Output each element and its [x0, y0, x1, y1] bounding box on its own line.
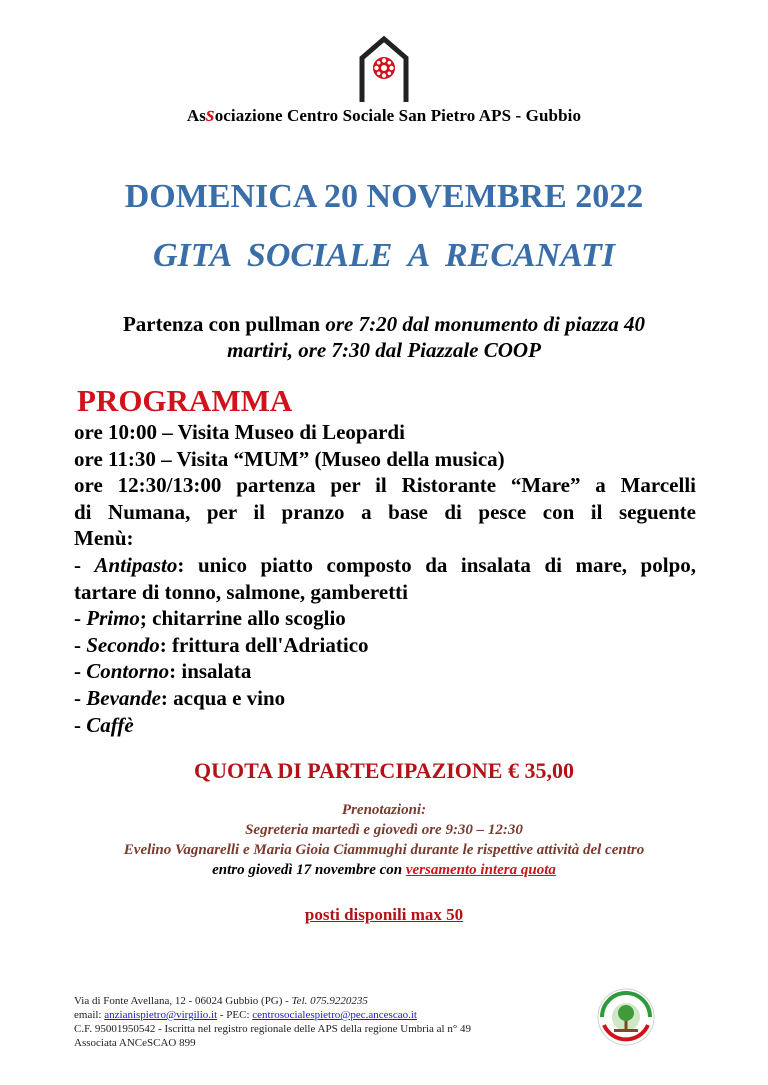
menu-item: - Caffè — [74, 712, 134, 737]
organization-s-mark: s — [206, 101, 215, 126]
programma-item: ore 12:30/13:00 partenza per il Ristorante “Mare” a Marcelli — [74, 473, 696, 498]
reservations-deadline: entro giovedì 17 novembre con versamento intera quota — [212, 862, 556, 878]
email-link[interactable]: anzianispietro@virgilio.it — [104, 1009, 218, 1021]
event-date-title: DOMENICA 20 NOVEMBRE 2022 — [124, 178, 644, 215]
organization-name: Associazione Centro Sociale San Pietro APS - Gubbio — [186, 101, 582, 126]
menu-item: - Primo; chitarrine allo scoglio — [74, 606, 346, 631]
programma-item: ore 11:30 – Visita “MUM” (Museo della musica) — [74, 446, 505, 471]
footer — [74, 994, 471, 1050]
footer-registration: C.F. 95001950542 - Iscritta nel registro regionale delle APS della regione Umbria al n° 49 — [74, 1023, 471, 1035]
programma-item: Menù: — [74, 526, 134, 551]
programma-item: di Numana, per il pranzo a base di pesce con il seguente — [74, 499, 696, 524]
menu-item: - Contorno: insalata — [74, 659, 252, 684]
pec-link[interactable]: centrosocialespietro@pec.ancescao.it — [252, 1009, 417, 1021]
menu-item: tartare di tonno, salmone, gamberetti — [74, 579, 409, 604]
available-seats: posti disponili max 50 — [304, 905, 464, 924]
association-logo — [356, 36, 412, 104]
menu-item: - Antipasto: unico piatto composto da insalata di mare, polpo, — [74, 552, 696, 577]
programma-list — [74, 419, 696, 738]
programma-heading: PROGRAMMA — [77, 383, 293, 418]
footer-contacts: email: anzianispietro@virgilio.it - PEC: centrosocialespietro@pec.ancescao.it — [74, 1009, 417, 1021]
reservations-heading: Prenotazioni: — [341, 802, 427, 818]
reservations-hours: Segreteria martedì e giovedì ore 9:30 – 12:30 — [245, 822, 523, 838]
ancescao-badge-icon — [596, 987, 656, 1047]
footer-affiliation: Associata ANCeSCAO 899 — [74, 1037, 196, 1049]
full-payment-note: versamento intera quota — [405, 862, 556, 878]
event-title: GITA SOCIALE A RECANATI — [152, 237, 616, 274]
programma-item: ore 10:00 – Visita Museo di Leopardi — [74, 420, 405, 444]
participation-fee: QUOTA DI PARTECIPAZIONE € 35,00 — [194, 758, 574, 783]
menu-item: - Bevande: acqua e vino — [74, 685, 286, 710]
departure-info: Partenza con pullman ore 7:20 dal monumento di piazza 40 martiri, ore 7:30 dal Piazzale COOP — [122, 312, 646, 362]
reservations-info — [0, 800, 768, 880]
reservations-contacts: Evelino Vagnarelli e Maria Gioia Ciammughi durante le rispettive attività del centro — [123, 842, 645, 858]
footer-address: Via di Fonte Avellana, 12 - 06024 Gubbio (PG) - Tel. 075.9220235 — [74, 995, 368, 1007]
menu-item: - Secondo: frittura dell'Adriatico — [74, 632, 369, 657]
